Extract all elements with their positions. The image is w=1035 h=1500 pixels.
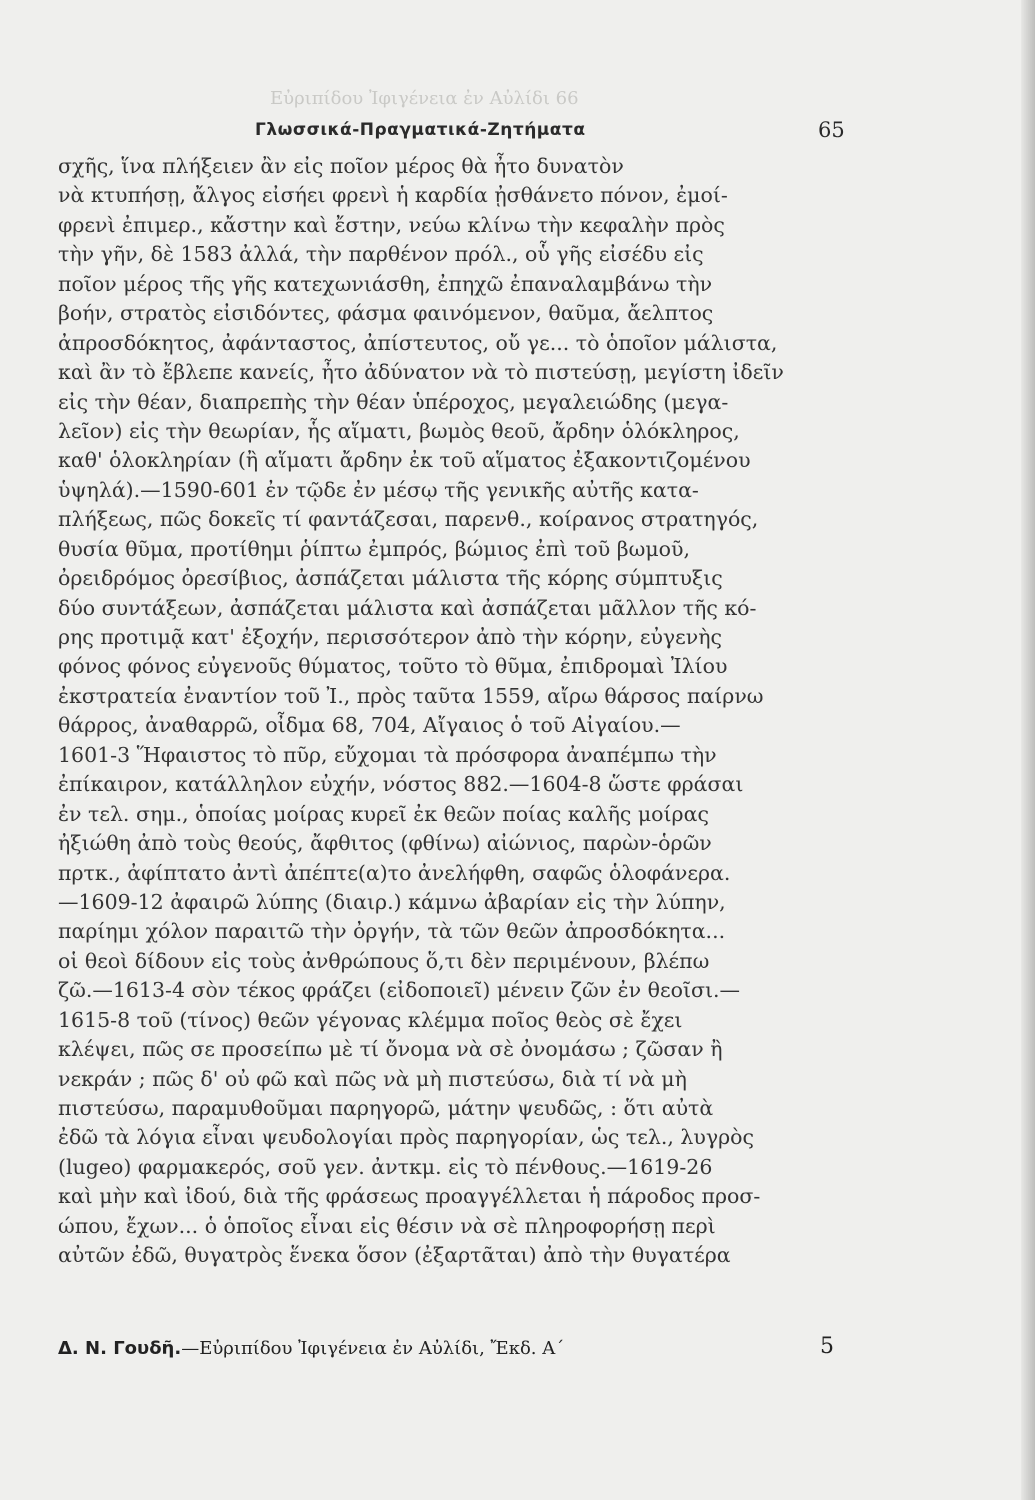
page-number: 65 [818, 118, 845, 142]
text-line: παρίημι χόλον παραιτῶ τὴν ὀργήν, τὰ τῶν θεῶν ἀπροσδόκητα... [58, 919, 726, 944]
text-line: ὀρειδρόμος ὀρεσίβιος, ἀσπάζεται μάλιστα τῆς κόρης σύμπτυξις [58, 566, 723, 591]
text-line: ὑψηλά).—1590-601 ἐν τῷδε ἐν μέσῳ τῆς γενικῆς αὐτῆς κατα- [58, 477, 699, 502]
commentary-text [58, 152, 870, 1271]
text-line: (lugeo) φαρμακερός, σοῦ γεν. ἀντκμ. εἰς τὸ πένθους.—1619-26 [58, 1154, 713, 1179]
text-line: καὶ ἂν τὸ ἔβλεπε κανείς, ἦτο ἀδύνατον νὰ τὸ πιστεύσῃ, μεγίστη ἰδεῖν [58, 360, 784, 385]
text-line: οἱ θεοὶ δίδουν εἰς τοὺς ἀνθρώπους ὅ,τι δὲν περιμένουν, βλέπω [58, 948, 710, 973]
text-line: δύο συντάξεων, ἀσπάζεται μάλιστα καὶ ἀσπάζεται μᾶλλον τῆς κό- [58, 595, 757, 620]
footer-book-title: —Εὐριπίδου Ἰφιγένεια ἐν Αὐλίδι, Ἔκδ. Α΄ [181, 1338, 565, 1359]
text-line: ώπου, ἔχων... ὁ ὁποῖος εἶναι εἰς θέσιν νὰ σὲ πληροφορήσῃ περὶ [58, 1213, 716, 1238]
text-line: νεκράν ; πῶς δ' οὐ φῶ καὶ πῶς νὰ μὴ πιστεύσω, διὰ τί νὰ μὴ [58, 1066, 687, 1091]
text-line: καὶ μὴν καὶ ἰδού, διὰ τῆς φράσεως προαγγέλλεται ἡ πάροδος προσ- [58, 1184, 761, 1209]
text-line: ἐπίκαιρον, κατάλληλον εὐχήν, νόστος 882.—1604-8 ὥστε φράσαι [58, 772, 744, 797]
signature-mark: 5 [820, 1334, 834, 1359]
page-edge-shadow [1021, 0, 1035, 1500]
text-line: νὰ κτυπήσῃ, ἄλγος εἰσήει φρενὶ ἡ καρδία ᾐσθάνετο πόνον, ἐμοί- [58, 183, 728, 208]
text-line: 1615-8 τοῦ (τίνος) θεῶν γέγονας κλέμμα ποῖος θεὸς σὲ ἔχει [58, 1007, 683, 1032]
footer-author: Δ. Ν. Γουδῆ. [58, 1338, 182, 1359]
text-line: τὴν γῆν, δὲ 1583 ἀλλά, τὴν παρθένον πρόλ., οὗ γῆς εἰσέδυ εἰς [58, 242, 704, 267]
text-line: φρενὶ ἐπιμερ., κἄστην καὶ ἔστην, νεύω κλίνω τὴν κεφαλὴν πρὸς [58, 212, 725, 237]
text-line: αὐτῶν ἐδῶ, θυγατρὸς ἕνεκα ὅσον (ἐξαρτᾶται) ἀπὸ τὴν θυγατέρα [58, 1243, 731, 1268]
text-line: πλήξεως, πῶς δοκεῖς τί φαντάζεσαι, παρενθ., κοίρανος στρατηγός, [58, 507, 759, 532]
text-line: ἀπροσδόκητος, ἀφάνταστος, ἀπίστευτος, οὔ γε... τὸ ὁποῖον μάλιστα, [58, 330, 778, 355]
text-line: ἐδῶ τὰ λόγια εἶναι ψευδολογίαι πρὸς παρηγορίαν, ὡς τελ., λυγρὸς [58, 1125, 754, 1150]
text-line: λεῖον) εἰς τὴν θεωρίαν, ἧς αἵματι, βωμὸς θεοῦ, ἄρδην ὁλόκληρος, [58, 418, 740, 443]
text-line: εἰς τὴν θέαν, διαπρεπὴς τὴν θέαν ὑπέροχος, μεγαλειώδης (μεγα- [58, 389, 729, 414]
text-line: βοήν, στρατὸς εἰσιδόντες, φάσμα φαινόμενον, θαῦμα, ἄελπτος [58, 301, 714, 326]
text-line: ρης προτιμᾷ κατ' ἐξοχήν, περισσότερον ἀπὸ τὴν κόρην, εὐγενὴς [58, 625, 723, 649]
text-line: ἠξιώθη ἀπὸ τοὺς θεούς, ἄφθιτος (φθίνω) αἰώνιος, παρὼν-ὁρῶν [58, 831, 712, 856]
text-line: ζῶ.—1613-4 σὸν τέκος φράζει (εἰδοποιεῖ) μένειν ζῶν ἐν θεοῖσι.— [58, 978, 741, 1003]
text-line: ἐν τελ. σημ., ὁποίας μοίρας κυρεῖ ἐκ θεῶν ποίας καλῆς μοίρας [58, 801, 709, 826]
page-footer [58, 1334, 870, 1359]
text-line: καθ' ὁλοκληρίαν (ἢ αἵματι ἄρδην ἐκ τοῦ αἵματος ἐξακοντιζομένου [58, 448, 751, 473]
text-line: ἐκστρατεία ἐναντίον τοῦ Ἰ., πρὸς ταῦτα 1559, αἴρω θάρσος παίρνω [58, 683, 764, 708]
text-line: πρτκ., ἀφίπτατο ἀντὶ ἀπέπτε(α)το ἀνελήφθη, σαφῶς ὁλοφάνερα. [58, 860, 731, 885]
text-line: ποῖον μέρος τῆς γῆς κατεχωνιάσθη, ἐπηχῶ ἐπαναλαμβάνω τὴν [58, 271, 713, 296]
text-line: —1609-12 ἀφαιρῶ λύπης (διαιρ.) κάμνω ἀβαρίαν εἰς τὴν λύπην, [58, 889, 726, 914]
text-line: σχῆς, ἵνα πλήξειεν ἂν εἰς ποῖον μέρος θὰ ἦτο δυνατὸν [58, 154, 624, 178]
text-line: 1601-3 Ἥφαιστος τὸ πῦρ, εὔχομαι τὰ πρόσφορα ἀναπέμπω τὴν [58, 742, 717, 767]
running-title: Γλωσσικά-Πραγματικά-Ζητήματα [255, 120, 586, 140]
text-line: φόνος φόνος εὐγενοῦς θύματος, τοῦτο τὸ θῦμα, ἐπιδρομαὶ Ἰλίου [58, 654, 728, 679]
text-line: θυσία θῦμα, προτίθημι ῥίπτω ἐμπρός, βώμιος ἐπὶ τοῦ βωμοῦ, [58, 536, 690, 561]
bleed-through-text: Εὐριπίδου Ἰφιγένεια ἐν Αὐλίδι 66 [270, 88, 579, 109]
text-line: κλέψει, πῶς σε προσείπω μὲ τί ὄνομα νὰ σὲ ὀνομάσω ; ζῶσαν ἢ [58, 1037, 723, 1062]
running-header [0, 118, 1035, 146]
text-line: θάρρος, ἀναθαρρῶ, οἶδμα 68, 704, Αἴγαιος ὁ τοῦ Αἰγαίου.— [58, 713, 681, 738]
text-line: πιστεύσω, παραμυθοῦμαι παρηγορῶ, μάτην ψευδῶς, : ὅτι αὐτὰ [58, 1096, 714, 1120]
